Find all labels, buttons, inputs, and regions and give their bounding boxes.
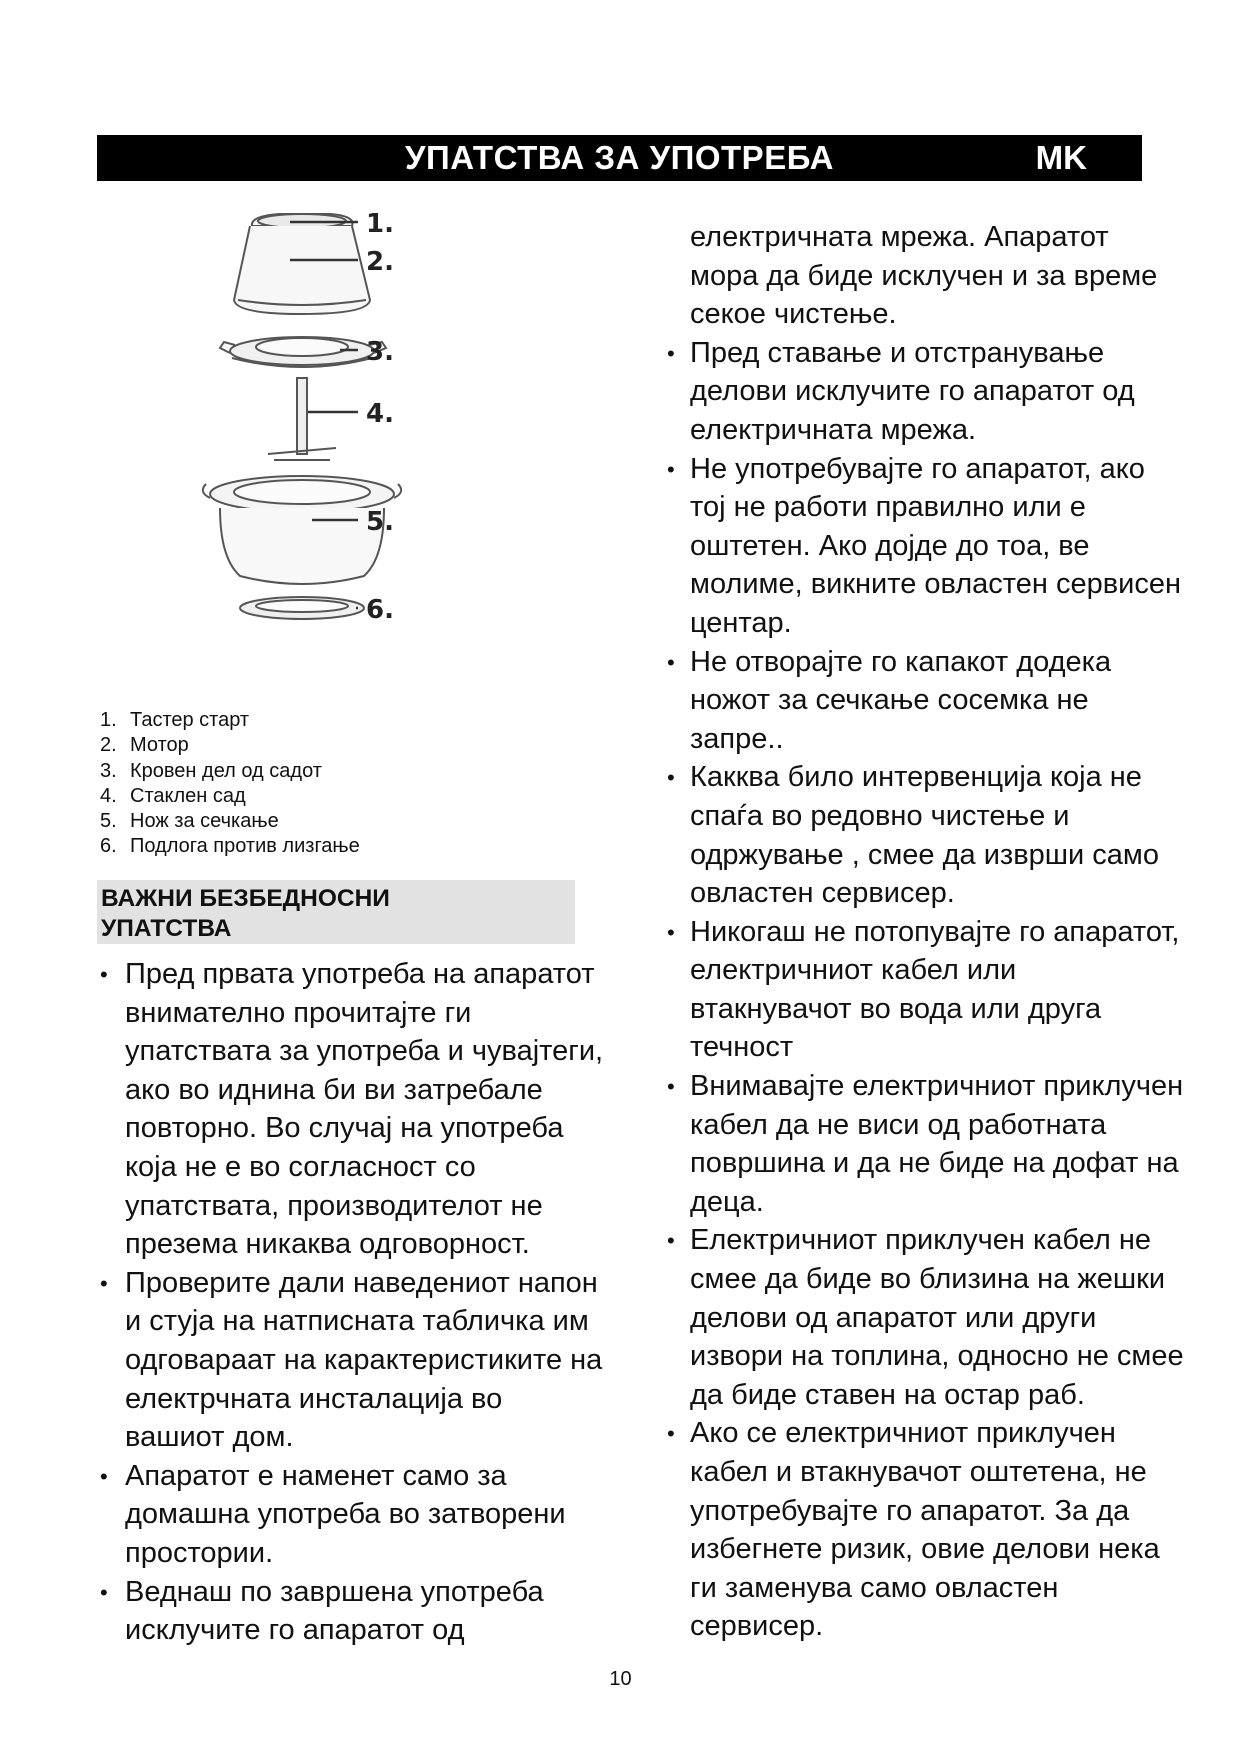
list-item: • Пред првата употреба на апаратот внимателно прочитајте ги упатствата за употреба и чувајтеги, ако во иднина би ви затребале повторно. Во случај на употреба која не е во согласност со упатствата, производителот не презема никаква одговорност.: [97, 955, 607, 1264]
callout-5: 5.: [366, 507, 394, 537]
callout-2: 2.: [366, 247, 394, 277]
list-item: • Не отворајте го капакот додека ножот за сечкање сосемка не запре..: [664, 643, 1184, 759]
callout-6: 6.: [366, 595, 394, 625]
list-item-continuation: електричната мрежа. Апаратот мора да биде исклучен и за време секое чистење.: [690, 221, 1158, 331]
list-item: • Електричниот приклучен кабел не смее да биде во близина на жешки делови од апаратот или други извори на топлина, односно не смее да биде ставен на остар раб.: [664, 1221, 1184, 1414]
legend-item: 6. Подлога против лизгање: [100, 835, 360, 858]
list-item: • Апаратот е наменет само за домашна употреба во затворени простории.: [97, 1457, 607, 1573]
callout-4: 4.: [366, 399, 394, 429]
language-code: MK: [1035, 139, 1087, 176]
safety-heading: ВАЖНИ БЕЗБЕДНОСНИ УПАТСТВА: [97, 880, 575, 944]
list-item: • Проверите дали наведениот напон и стуја на натписната табличка им одговараат на карактеристиките на електрчната инсталација во вашиот дом.: [97, 1264, 607, 1457]
page-header: [97, 135, 1142, 181]
parts-legend: [100, 708, 360, 860]
legend-item: 5. Нож за сечкање: [100, 810, 279, 833]
callout-1: 1.: [366, 209, 394, 239]
blade-drawing: [268, 378, 336, 460]
pad-drawing: [240, 597, 364, 619]
list-item: • Какква било интервенција која не спаѓа во редовно чистење и одржување , смее да изврши само овластен сервисер.: [664, 758, 1184, 912]
page-number: 10: [609, 1668, 632, 1690]
list-item: • Никогаш не потопувајте го апаратот, електричниот кабел или втакнувачот во вода или друга течност: [664, 913, 1184, 1067]
safety-list-left: [97, 955, 607, 1650]
callout-3: 3.: [366, 337, 394, 367]
motor-unit-drawing: [234, 214, 370, 314]
product-diagram: [180, 208, 480, 708]
legend-item: 2. Мотор: [100, 734, 189, 757]
safety-list-right: [664, 218, 1184, 1646]
legend-item: 4. Стаклен сад: [100, 784, 246, 807]
legend-item: 1. Тастер старт: [100, 709, 250, 731]
page-title: УПАТСТВА ЗА УПОТРЕБА: [404, 139, 834, 176]
list-item: • Не употребувајте го апаратот, ако тој не работи правилно или е оштетен. Ако дојде до тоа, ве молиме, викните овластен сервисен центар.: [664, 450, 1184, 643]
legend-item: 3. Кровен дел од садот: [100, 759, 322, 782]
list-item: • Пред ставање и отстранување делови исклучите го апаратот од електричната мрежа.: [664, 334, 1184, 450]
list-item: • Веднаш по завршена употреба исклучите го апаратот од: [97, 1573, 607, 1650]
list-item: • Ако се електричниот приклучен кабел и втакнувачот оштетена, не употребувајте го апаратот. За да избегнете ризик, овие делови нека ги заменува само овластен сервисер.: [664, 1414, 1184, 1646]
lid-drawing: [220, 337, 386, 367]
list-item: • Внимавајте електричниот приклучен кабел да не виси од работната површина и да не биде на дофат на деца.: [664, 1067, 1184, 1221]
